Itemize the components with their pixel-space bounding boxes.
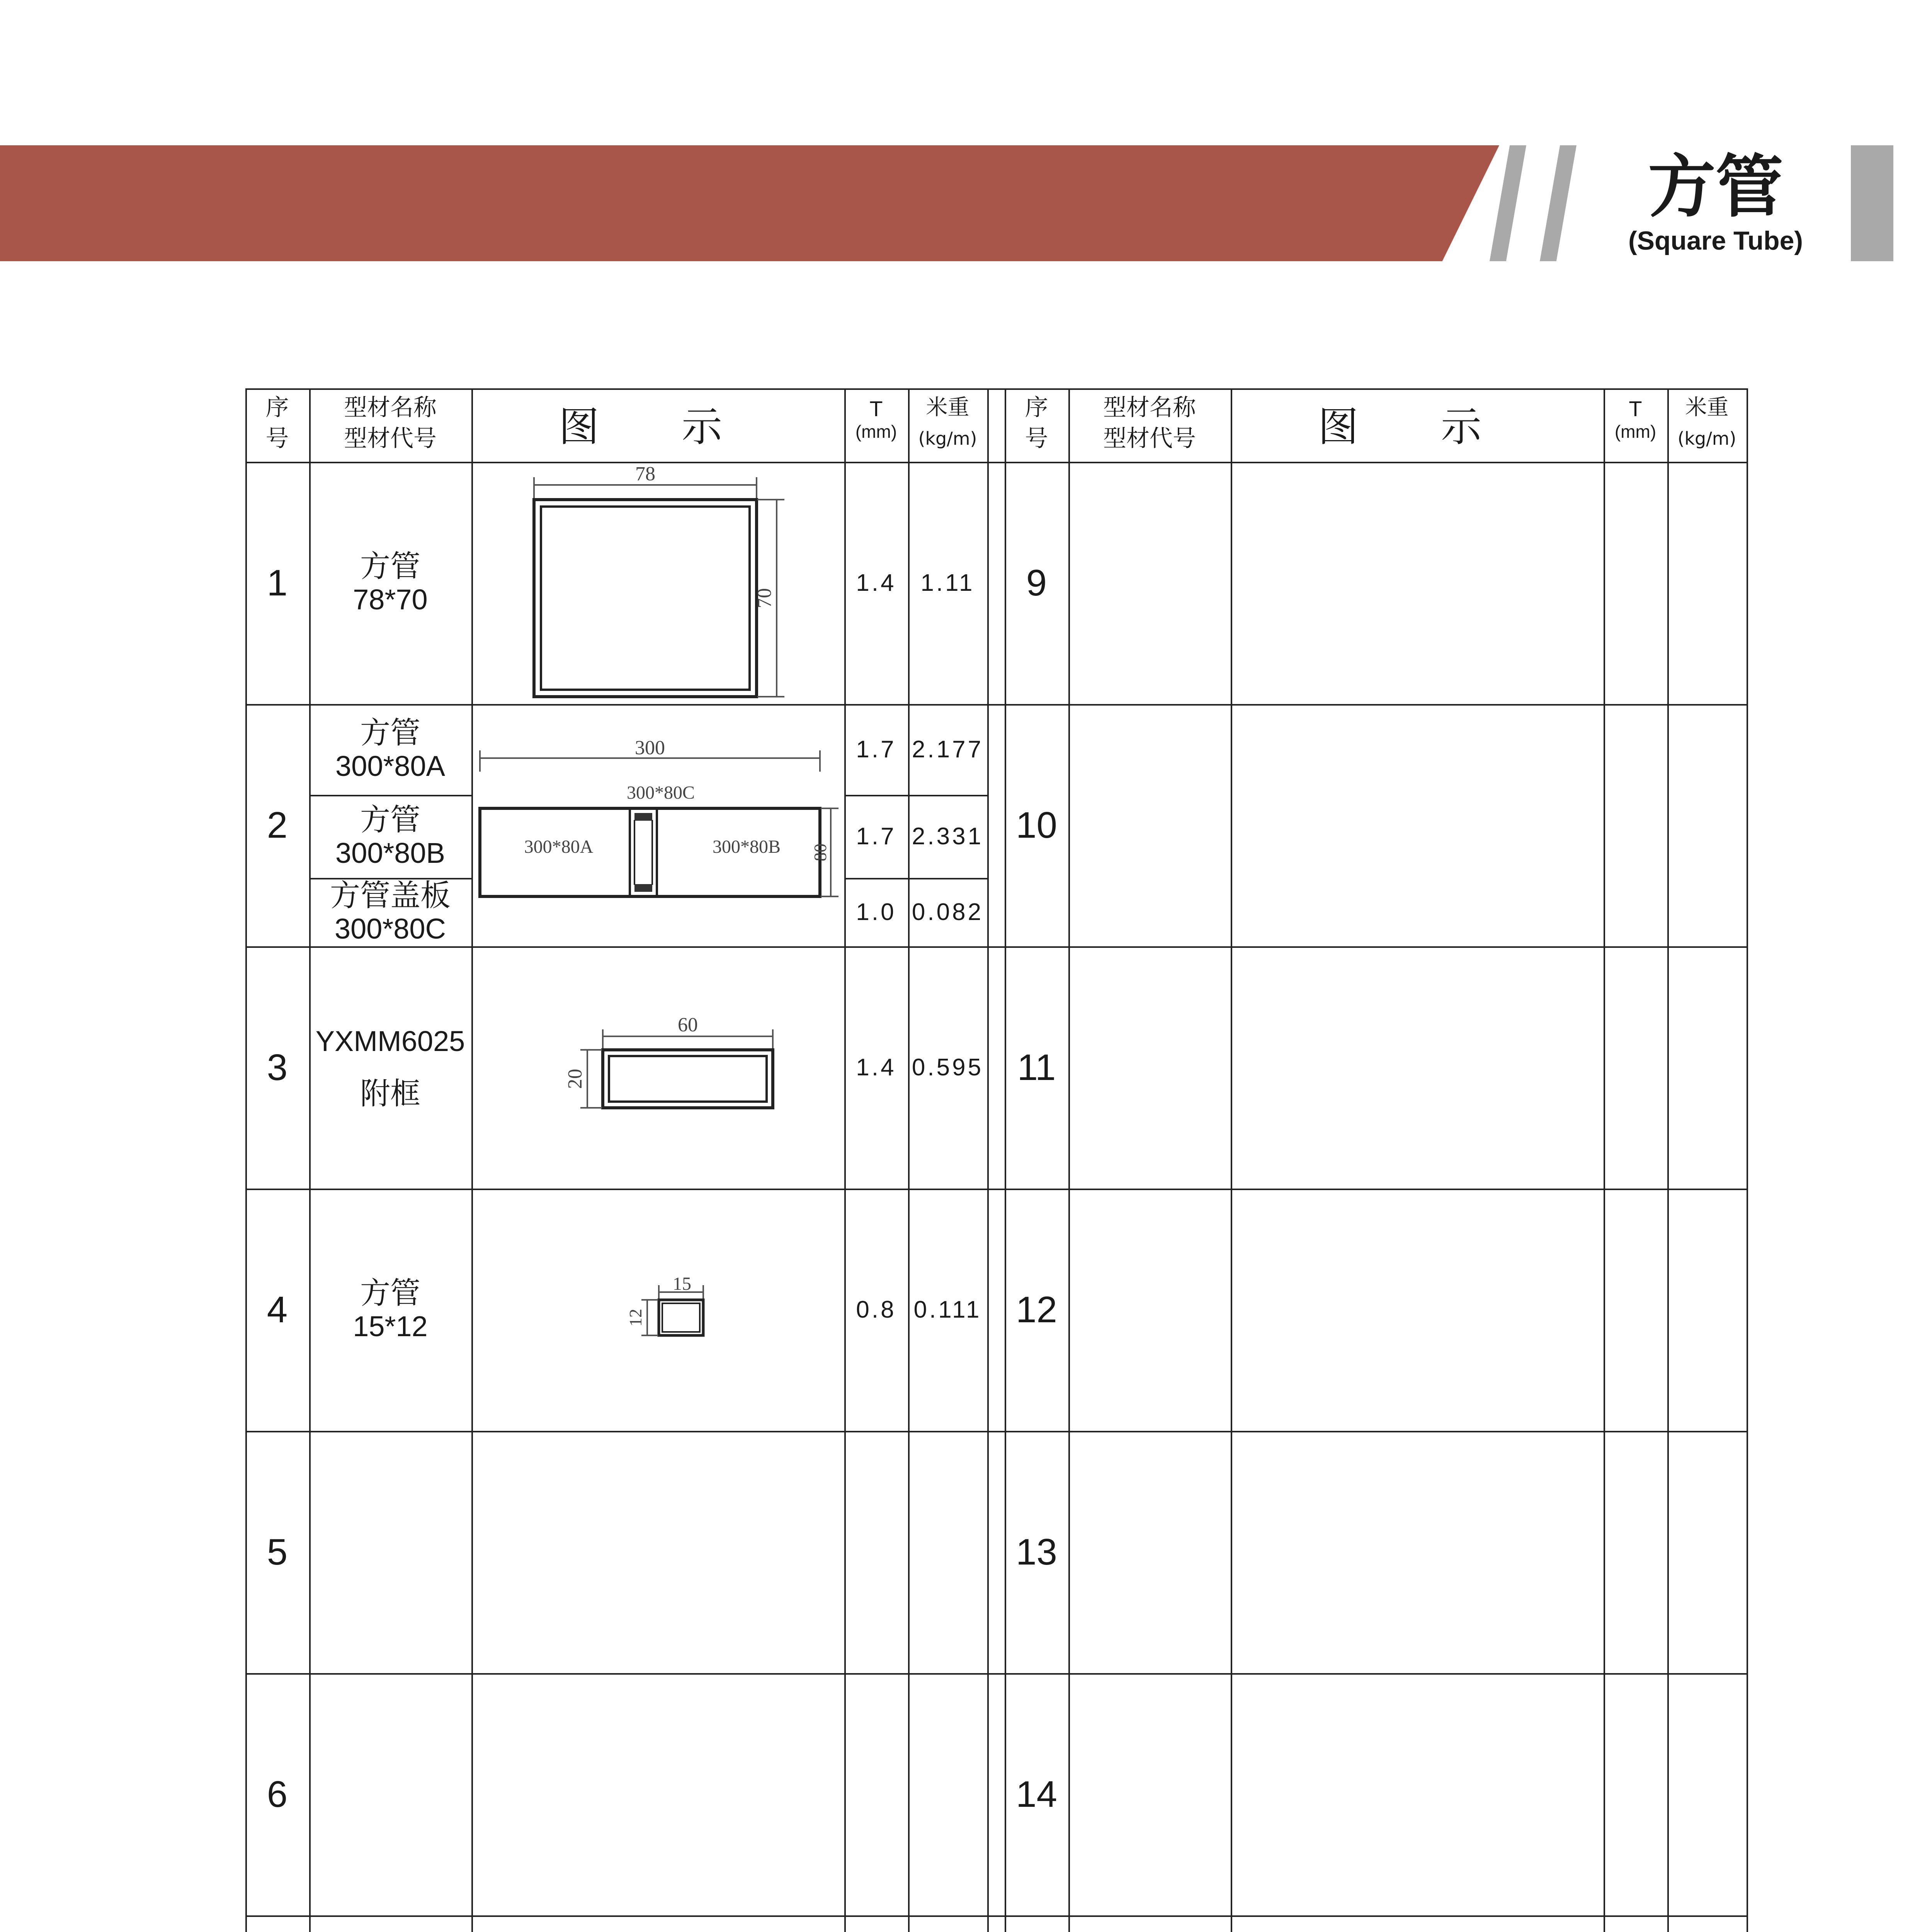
profile-name: 方管 — [360, 715, 420, 750]
profile-name-cell — [309, 878, 471, 946]
profile-drawing-300x80 — [471, 704, 844, 946]
weight-value: 1.11 — [920, 570, 975, 596]
page-title: 方管 — [1648, 148, 1783, 226]
dim-height-label: 12 — [626, 1309, 645, 1327]
thickness-value: 1.4 — [856, 570, 896, 596]
thickness-value: 1.4 — [856, 1054, 896, 1081]
row-number — [1005, 1915, 1068, 1932]
dim-width-label: 300 — [635, 737, 665, 759]
profile-name: YXMM6025 — [315, 1025, 465, 1057]
table-hline — [245, 1431, 1748, 1432]
hdr-t-right: T (mm) — [1614, 396, 1656, 442]
table-vline — [1667, 388, 1669, 1932]
header-stripe-1 — [1490, 145, 1526, 261]
profile-code: 300*80A — [335, 750, 445, 782]
profile-name-cell — [309, 795, 471, 878]
row-number: 4 — [267, 1289, 288, 1330]
profile-code: 78*70 — [353, 583, 428, 616]
row-number — [245, 1915, 309, 1932]
row-number: 10 — [1016, 804, 1057, 846]
row-number: 9 — [1026, 562, 1047, 604]
hdr-name-left: 型材名称 型材代号 — [344, 394, 437, 452]
hdr-name-right: 型材名称 型材代号 — [1103, 394, 1196, 452]
table-hline — [245, 1673, 1748, 1675]
header-band — [0, 145, 1499, 261]
row-number: 14 — [1016, 1773, 1057, 1815]
row-number: 5 — [267, 1531, 288, 1573]
profile-drawing-15x12 — [471, 1189, 844, 1431]
dim-width-label: 15 — [673, 1274, 691, 1294]
left-part-label: 300*80A — [524, 837, 594, 857]
weight-value: 2.177 — [912, 736, 984, 763]
cover-label: 300*80C — [626, 782, 695, 803]
thickness-value: 0.8 — [856, 1296, 896, 1323]
dim-width-label: 60 — [678, 1014, 698, 1036]
hdr-seq-left: 序 号 — [265, 394, 289, 452]
profile-name-cell — [309, 704, 471, 795]
row-number: 12 — [1016, 1289, 1057, 1330]
profile-name-cell — [309, 462, 471, 704]
profile-name: 方管 — [360, 802, 420, 837]
table-vline — [1604, 388, 1605, 1932]
header-side-block — [1851, 145, 1893, 261]
profile-code: 15*12 — [353, 1310, 428, 1342]
profile-name: 方管 — [360, 1276, 420, 1311]
table-vline — [1747, 388, 1748, 1932]
weight-value: 0.111 — [913, 1296, 982, 1323]
row-number: 1 — [267, 562, 288, 604]
row-number: 3 — [267, 1046, 288, 1088]
profile-name: 方管盖板 — [330, 878, 451, 913]
weight-value: 0.595 — [912, 1054, 984, 1081]
table-hline — [245, 388, 1748, 390]
thickness-value: 1.7 — [856, 823, 896, 850]
row-number: 13 — [1016, 1531, 1057, 1573]
hdr-figure-right: 图 示 — [1318, 403, 1517, 451]
profile-code: 300*80B — [335, 837, 445, 869]
profile-drawing-60x20 — [471, 946, 844, 1189]
dim-width-label: 78 — [635, 463, 655, 485]
profile-drawing-78x70 — [471, 462, 844, 704]
hdr-weight-right: 米重 (kg/m) — [1677, 395, 1736, 449]
weight-value: 0.082 — [912, 899, 984, 925]
header-stripe-2 — [1540, 145, 1577, 261]
thickness-value: 1.7 — [856, 736, 896, 763]
table-hline — [245, 1915, 1748, 1917]
row-number: 6 — [267, 1773, 288, 1815]
row-number: 2 — [267, 804, 288, 846]
hdr-weight-left: 米重 (kg/m) — [918, 395, 977, 449]
hdr-seq-right: 序 号 — [1025, 394, 1048, 452]
hdr-figure-left: 图 示 — [558, 403, 757, 451]
table-vline — [1068, 388, 1070, 1932]
profile-name-cell — [309, 946, 471, 1189]
profile-name: 方管 — [360, 549, 420, 584]
table-vline — [1231, 388, 1232, 1932]
row-number: 11 — [1017, 1046, 1056, 1088]
profile-code: 300*80C — [334, 912, 446, 945]
dim-height-label: 80 — [810, 844, 830, 861]
right-part-label: 300*80B — [712, 837, 781, 857]
weight-value: 2.331 — [912, 823, 984, 850]
profile-code: 附框 — [360, 1076, 420, 1111]
thickness-value: 1.0 — [856, 899, 896, 925]
dim-height-label: 70 — [753, 588, 776, 608]
profile-name-cell — [309, 1189, 471, 1431]
dim-height-label: 20 — [564, 1069, 586, 1089]
hdr-t-left: T (mm) — [855, 396, 897, 442]
page-subtitle: (Square Tube) — [1628, 226, 1803, 255]
table-vline — [987, 388, 989, 1932]
